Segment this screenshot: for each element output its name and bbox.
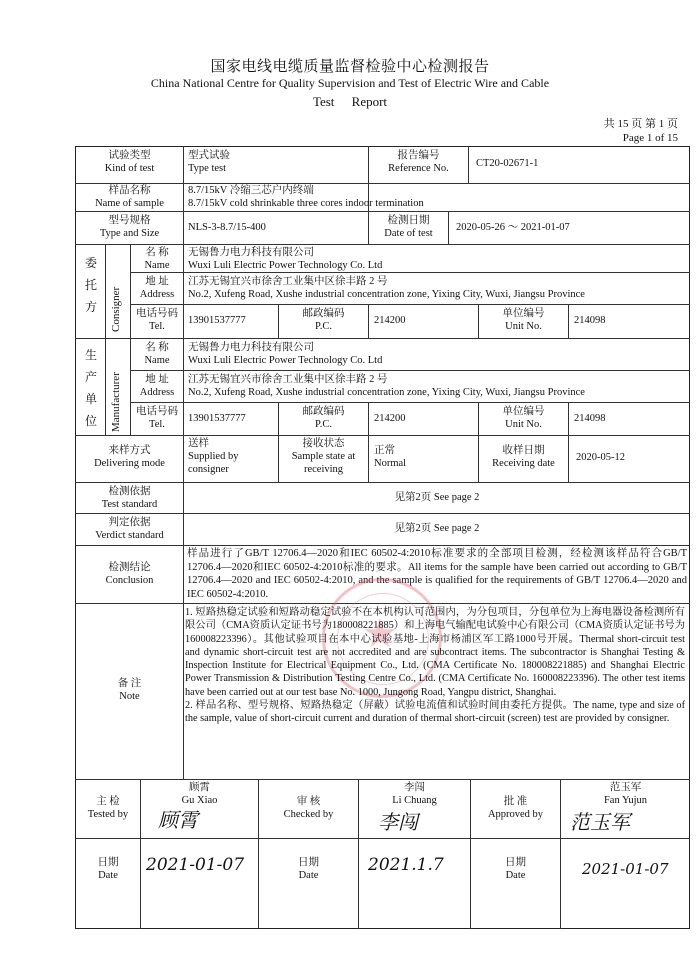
col-divider	[368, 435, 369, 482]
row-divider	[75, 211, 690, 212]
verdict-standard-label	[76, 516, 183, 542]
type-label-en: Type and Size	[99, 228, 160, 239]
consigner-tel-label-cn: 电话号码	[136, 308, 178, 319]
consigner-addr-label	[131, 275, 183, 301]
row-divider	[75, 482, 690, 483]
manufacturer-addr-label	[131, 373, 183, 399]
delivery-value-cn: 送样	[188, 438, 209, 449]
approved-by-label-cn: 批 准	[503, 796, 528, 807]
row-divider	[75, 244, 690, 245]
consigner-name-cn: 无锡鲁力电力科技有限公司	[188, 247, 314, 258]
col-divider	[468, 146, 469, 183]
manufacturer-unit: 214098	[574, 413, 606, 424]
page-info-en: Page 1 of 15	[622, 132, 678, 144]
row-divider	[130, 304, 690, 305]
col-divider	[105, 244, 106, 435]
sample-label	[76, 184, 183, 210]
tester-signature: 顾霄	[158, 808, 198, 832]
sample-state-label-en2: receiving	[303, 464, 344, 475]
test-standard-label	[76, 485, 183, 511]
col-divider	[368, 304, 369, 338]
tester-name-en: Gu Xiao	[181, 795, 218, 806]
kind-label	[76, 149, 183, 175]
consigner-pc: 214200	[374, 315, 406, 326]
manufacturer-tel: 13901537777	[188, 413, 246, 424]
type-value: NLS-3-8.7/15-400	[188, 222, 266, 233]
test-date-label-cn: 检测日期	[387, 215, 430, 226]
report-no-label-cn: 报告编号	[397, 150, 440, 161]
manufacturer-name	[188, 341, 688, 367]
manufacturer-name-en: Wuxi Luli Electric Power Technology Co. Ltd	[188, 355, 383, 366]
note-item-1: 1. 短路热稳定试验和短路动稳定试验不在本机构认可范围内，为分包项目，分包单位为上海电器设备检测所有限公司（CMA资质认定证书号为180008221885）和上海电气输配电试验中心有限公司（CMA资质认定证书号为160008223396）。其他试验项目在本中心试验基地-上海市杨浦区军工路1000号开展。Thermal short-circuit test and dynamic short-circuit test are not accredited and are subcontract items. The subcontractor is Shanghai Testing & Inspection Institute for Electrical Equipment Co., Ltd. (CMA Certificate No. 180008221885) and Shanghai Electric Power Transmission & Distribution Testing Centre Co., Ltd. (CMA Certificate No. 160008223396). The other test items have been carried out at our test base No. 1000, Jungong Road, Yangpu district, Shanghai.	[185, 607, 685, 698]
test-standard-value: 见第2页 See page 2	[394, 492, 480, 503]
page-info	[604, 117, 678, 145]
consigner-address-cn: 江苏无锡宜兴市徐舍工业集中区徐丰路 2 号	[188, 276, 388, 287]
approver-date-label-cn: 日期	[505, 857, 526, 868]
test-standard-label-cn: 检测依据	[108, 486, 151, 497]
col-divider	[568, 304, 569, 338]
manufacturer-name-label	[131, 341, 183, 367]
report-title-en: China National Centre for Quality Supervision and Test of Electric Wire and Cable	[150, 76, 550, 90]
approver-name	[561, 781, 690, 807]
approver-date-label	[471, 856, 560, 882]
page-info-cn: 共 15 页 第 1 页	[603, 118, 678, 130]
report-no-value: CT20-02671-1	[476, 158, 539, 169]
test-date-value: 2020-05-26 ～ 2021-01-07	[456, 222, 570, 233]
manufacturer-addr-label-cn: 地 址	[145, 374, 169, 385]
manufacturer-tel-label	[131, 405, 183, 431]
manufacturer-address-cn: 江苏无锡宜兴市徐舍工业集中区徐丰路 2 号	[188, 374, 388, 385]
delivery-label	[76, 444, 183, 470]
report-no-label-en: Reference No.	[388, 163, 449, 174]
consigner-pc-label	[279, 307, 368, 333]
manufacturer-name-cn: 无锡鲁力电力科技有限公司	[188, 342, 314, 353]
tested-by-label	[76, 795, 140, 821]
manufacturer-unit-label-en: Unit No.	[505, 419, 542, 430]
kind-label-cn: 试验类型	[108, 150, 151, 161]
sample-value-en: 8.7/15kV cold shrinkable three cores indoor termination	[188, 198, 424, 209]
sample-state-label-cn: 接收状态	[302, 438, 345, 449]
checked-by-label-en: Checked by	[283, 809, 334, 820]
tester-date: 2021-01-07	[146, 855, 245, 875]
manufacturer-group-cn: 生产单位	[84, 348, 97, 428]
consigner-tel-label-en: Tel.	[149, 321, 165, 332]
manufacturer-tel-label-en: Tel.	[149, 419, 165, 430]
manufacturer-unit-label-cn: 单位编号	[502, 406, 545, 417]
approver-date: 2021-01-07	[582, 860, 669, 878]
consigner-tel-label	[131, 307, 183, 333]
consigner-addr-label-en: Address	[139, 289, 175, 300]
delivery-value-en2: consigner	[188, 464, 229, 475]
col-divider	[568, 435, 569, 482]
consigner-pc-label-en: P.C.	[315, 321, 332, 332]
consigner-addr-label-cn: 地 址	[145, 276, 169, 287]
manufacturer-address	[188, 373, 688, 399]
manufacturer-pc-label-cn: 邮政编码	[302, 406, 345, 417]
manufacturer-pc-label-en: P.C.	[315, 419, 332, 430]
checked-by-label	[259, 795, 358, 821]
consigner-group-cn: 委托方	[84, 256, 97, 314]
row-divider	[130, 402, 690, 403]
delivery-label-cn: 来样方式	[108, 445, 151, 456]
row-divider	[130, 272, 690, 273]
manufacturer-unit-label	[479, 405, 568, 431]
receiving-date-label-en: Receiving date	[492, 458, 555, 469]
conclusion-label-cn: 检测结论	[108, 562, 151, 573]
manufacturer-address-en: No.2, Xufeng Road, Xushe industrial concentration zone, Yixing City, Wuxi, Jiangsu Province	[188, 387, 585, 398]
tested-by-label-en: Tested by	[87, 809, 129, 820]
delivery-value-en1: Supplied by	[188, 451, 239, 462]
consigner-name	[188, 246, 688, 272]
note-item-2: 2. 样品名称、型号规格、短路热稳定（屏蔽）试验电流值和试验时间由委托方提供。The name, type and size of the sample, value of short-circuit current and duration of thermal short-circuit (screen) test are provided by consigner.	[185, 700, 685, 725]
checker-date-label	[259, 856, 358, 882]
checker-name-en: Li Chuang	[392, 795, 437, 806]
approved-by-label	[471, 795, 560, 821]
report-no-label	[369, 149, 468, 175]
checker-date-label-en: Date	[298, 870, 319, 881]
approver-date-label-en: Date	[505, 870, 526, 881]
type-label	[76, 214, 183, 240]
tester-name-cn: 顾霄	[189, 782, 210, 793]
manufacturer-name-label-cn: 名 称	[145, 342, 169, 353]
consigner-name-label	[131, 246, 183, 272]
checker-signature: 李闯	[378, 810, 418, 834]
delivery-label-en: Delivering mode	[94, 458, 165, 469]
manufacturer-addr-label-en: Address	[139, 387, 175, 398]
consigner-address	[188, 275, 688, 301]
approved-by-label-en: Approved by	[487, 809, 544, 820]
note-text	[185, 606, 685, 726]
consigner-address-en: No.2, Xufeng Road, Xushe industrial concentration zone, Yixing City, Wuxi, Jiangsu Province	[188, 289, 585, 300]
tester-date-label-en: Date	[98, 870, 118, 881]
consigner-group-en: Consigner	[110, 286, 122, 332]
row-divider	[75, 435, 690, 436]
receiving-date-label	[479, 444, 568, 470]
consigner-name-label-en: Name	[144, 260, 170, 271]
verdict-standard-label-cn: 判定依据	[108, 517, 151, 528]
consigner-name-en: Wuxi Luli Electric Power Technology Co. Ltd	[188, 260, 383, 271]
manufacturer-pc: 214200	[374, 413, 406, 424]
tester-date-label	[76, 856, 140, 882]
conclusion-label-en: Conclusion	[105, 575, 154, 586]
receiving-date: 2020-05-12	[576, 452, 625, 463]
sample-state-label	[279, 437, 368, 476]
row-divider	[75, 513, 690, 514]
checker-date-label-cn: 日期	[298, 857, 319, 868]
kind-value	[188, 149, 366, 175]
verdict-standard-value: 见第2页 See page 2	[394, 523, 480, 534]
tester-date-label-cn: 日期	[97, 857, 119, 868]
col-divider	[183, 146, 184, 779]
sample-value-cn: 8.7/15kV 冷缩三芯户内终端	[188, 185, 314, 196]
test-date-label-en: Date of test	[384, 228, 433, 239]
approver-signature: 范玉军	[570, 810, 630, 834]
manufacturer-group-en: Manufacturer	[110, 372, 122, 432]
consigner-unit-label-cn: 单位编号	[502, 308, 545, 319]
row-divider	[75, 545, 690, 546]
row-divider	[75, 779, 690, 780]
consigner-name-label-cn: 名 称	[145, 247, 169, 258]
checked-by-label-cn: 审 核	[296, 796, 321, 807]
checker-name	[359, 781, 470, 807]
approver-name-en: Fan Yujun	[603, 795, 648, 806]
consigner-pc-label-cn: 邮政编码	[302, 308, 345, 319]
test-standard-label-en: Test standard	[101, 499, 158, 510]
report-subtitle: Test Report	[312, 94, 388, 109]
consigner-unit-label-en: Unit No.	[505, 321, 542, 332]
conclusion-text: 样品进行了GB/T 12706.4—2020和IEC 60502-4:2010标准要求的全部项目检测，经检测该样品符合GB/T 12706.4—2020和IEC 60502-4:2010标准的要求。All items for the sample have been carried out according to GB/T 12706.4—2020 and IEC 60502-4:2010, and the sample is qualified for the requirements of GB/T 12706.4—2020 and IEC 60502-4:2010.	[187, 548, 687, 600]
consigner-unit: 214098	[574, 315, 606, 326]
sample-state-label-en1: Sample state at	[291, 451, 356, 462]
checker-date: 2021.1.7	[368, 855, 444, 875]
row-divider	[75, 338, 690, 339]
col-divider	[568, 402, 569, 435]
checker-name-cn: 李闯	[404, 782, 425, 793]
kind-value-en: Type test	[188, 163, 227, 174]
consigner-tel: 13901537777	[188, 315, 246, 326]
approver-name-cn: 范玉军	[609, 782, 642, 793]
sample-label-en: Name of sample	[95, 198, 164, 209]
row-divider	[130, 370, 690, 371]
verdict-standard-label-en: Verdict standard	[95, 530, 164, 541]
sample-state-value	[374, 444, 474, 470]
delivery-value	[188, 437, 278, 476]
manufacturer-tel-label-cn: 电话号码	[136, 406, 178, 417]
note-label	[76, 677, 183, 703]
seal-star-icon: ★	[362, 611, 398, 657]
tested-by-label-cn: 主 检	[96, 796, 120, 807]
note-label-en: Note	[119, 691, 140, 702]
row-divider	[75, 838, 690, 839]
test-date-label	[369, 214, 448, 240]
kind-label-en: Kind of test	[104, 163, 155, 174]
sample-state-value-en: Normal	[374, 458, 407, 469]
report-title-cn: 国家电线电缆质量监督检验中心检测报告	[210, 57, 490, 75]
note-label-cn: 备 注	[117, 678, 142, 689]
conclusion-label	[76, 561, 183, 587]
sample-state-value-cn: 正常	[374, 445, 395, 456]
receiving-date-label-cn: 收样日期	[502, 445, 545, 456]
consigner-unit-label	[479, 307, 568, 333]
kind-value-cn: 型式试验	[188, 150, 230, 161]
manufacturer-pc-label	[279, 405, 368, 431]
type-label-cn: 型号规格	[108, 215, 151, 226]
col-divider	[448, 211, 449, 244]
sample-value	[188, 184, 688, 210]
sample-label-cn: 样品名称	[108, 185, 151, 196]
manufacturer-name-label-en: Name	[144, 355, 170, 366]
col-divider	[368, 402, 369, 435]
